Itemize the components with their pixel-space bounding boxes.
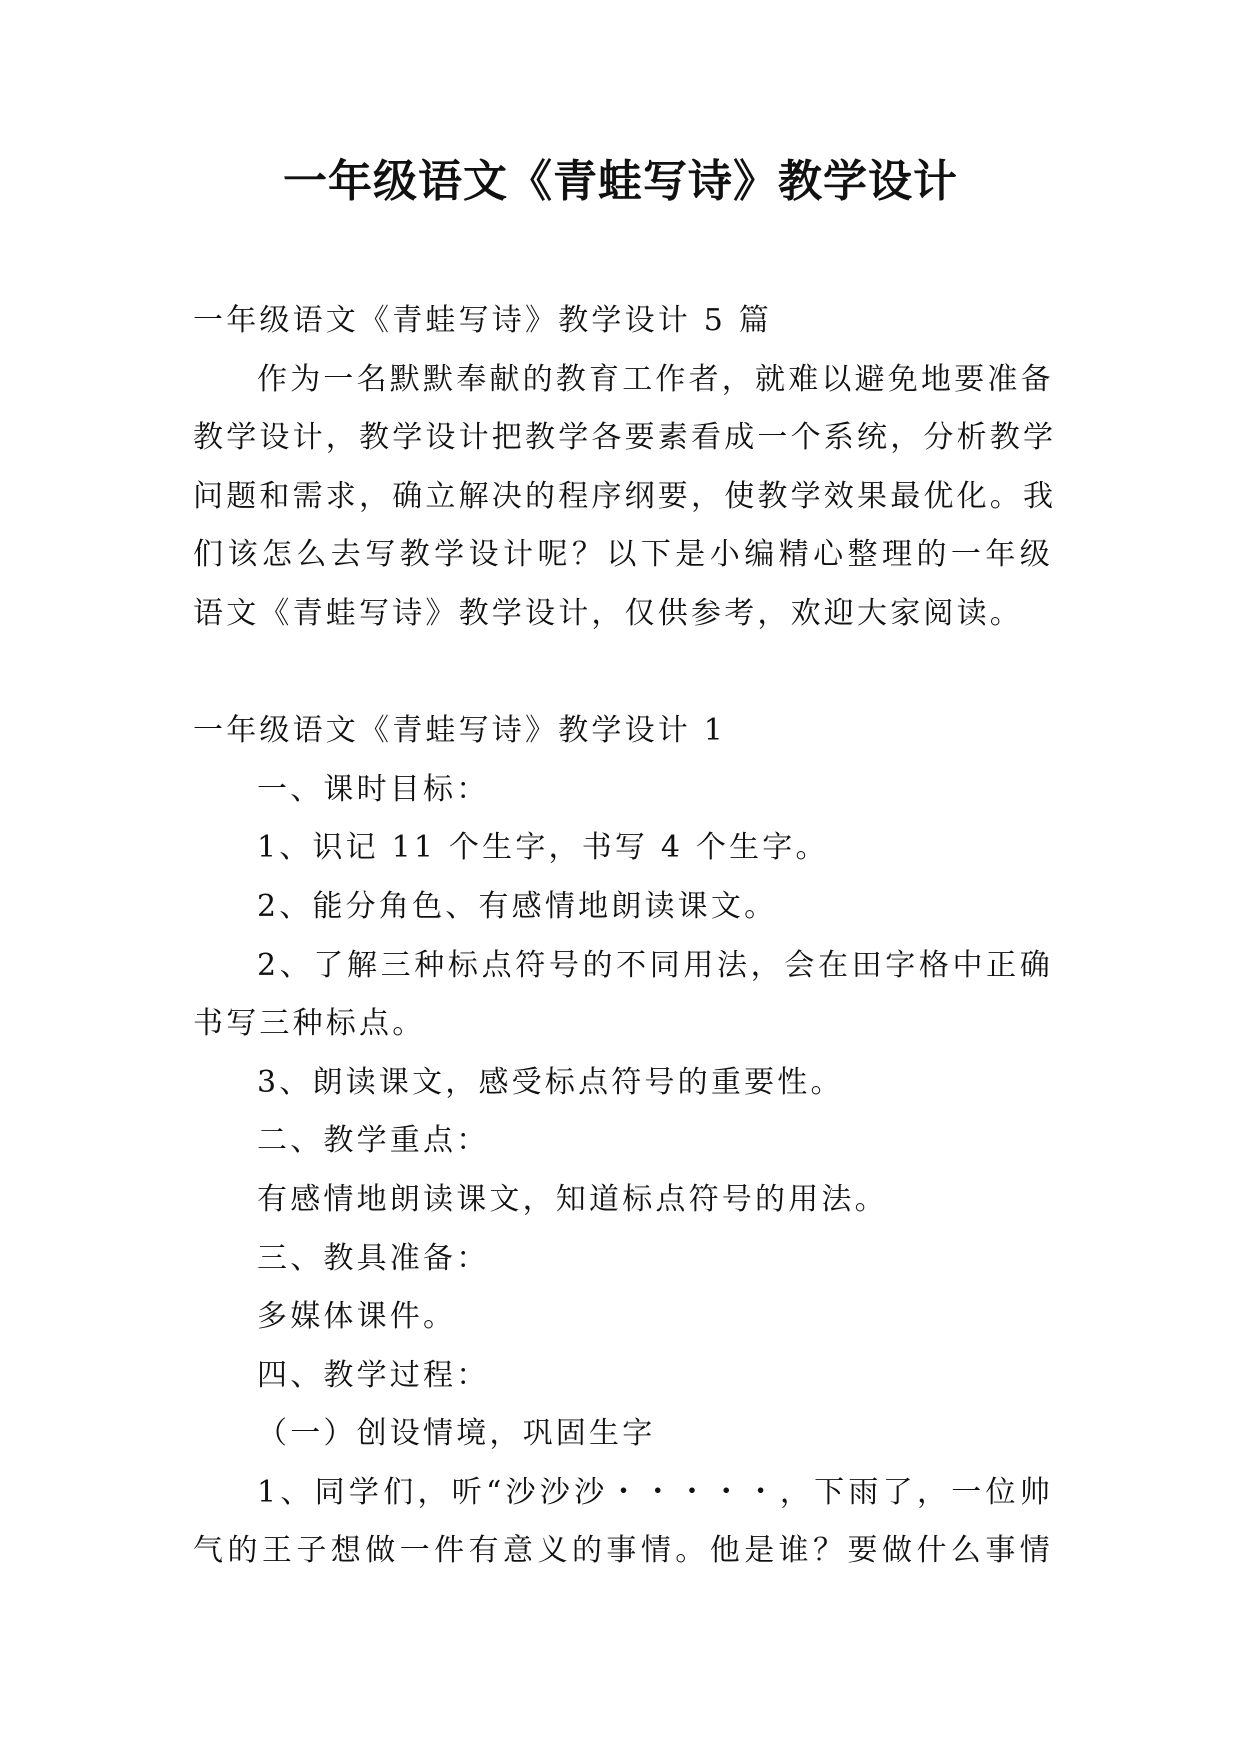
process-subheading: （一）创设情境，巩固生字 (257, 1416, 656, 1452)
process-text: 1、同学们，听“沙沙沙・・・・・，下雨了，一位帅 (257, 1474, 1053, 1510)
document-body (193, 292, 1057, 1581)
objective-item-continuation: 书写三种标点。 (193, 1006, 426, 1042)
document-title: 一年级语文《青蛙写诗》教学设计 (283, 156, 958, 207)
key-point-text: 有感情地朗读课文，知道标点符号的用法。 (257, 1181, 888, 1217)
objective-item: 1、识记 11 个生字，书写 4 个生字。 (257, 830, 829, 866)
section-heading-objectives: 一、课时目标： (257, 771, 490, 807)
section-heading-process: 四、教学过程： (257, 1357, 490, 1393)
objective-item: 2、能分角色、有感情地朗读课文。 (257, 888, 778, 924)
objective-item: 3、朗读课文，感受标点符号的重要性。 (257, 1064, 844, 1100)
section-heading-key-points: 二、教学重点： (257, 1123, 490, 1159)
section-heading: 一年级语文《青蛙写诗》教学设计 1 (193, 713, 727, 749)
intro-line: 们该怎么去写教学设计呢？以下是小编精心整理的一年级 (193, 537, 1053, 573)
process-text: 气的王子想做一件有意义的事情。他是谁？要做什么事情 (193, 1533, 1053, 1569)
intro-line: 问题和需求，确立解决的程序纲要，使教学效果最优化。我 (193, 478, 1057, 514)
materials-text: 多媒体课件。 (257, 1299, 457, 1335)
intro-line: 语文《青蛙写诗》教学设计，仅供参考，欢迎大家阅读。 (193, 595, 1023, 631)
section-heading-materials: 三、教具准备： (257, 1240, 490, 1276)
document-subtitle: 一年级语文《青蛙写诗》教学设计 5 篇 (193, 303, 772, 338)
paragraph-gap (193, 644, 1053, 703)
intro-line: 作为一名默默奉献的教育工作者，就难以避免地要准备 (257, 361, 1054, 397)
intro-line: 教学设计，教学设计把教学各要素看成一个系统，分析教学 (193, 420, 1057, 456)
objective-item: 2、了解三种标点符号的不同用法，会在田字格中正确 (257, 947, 1053, 983)
